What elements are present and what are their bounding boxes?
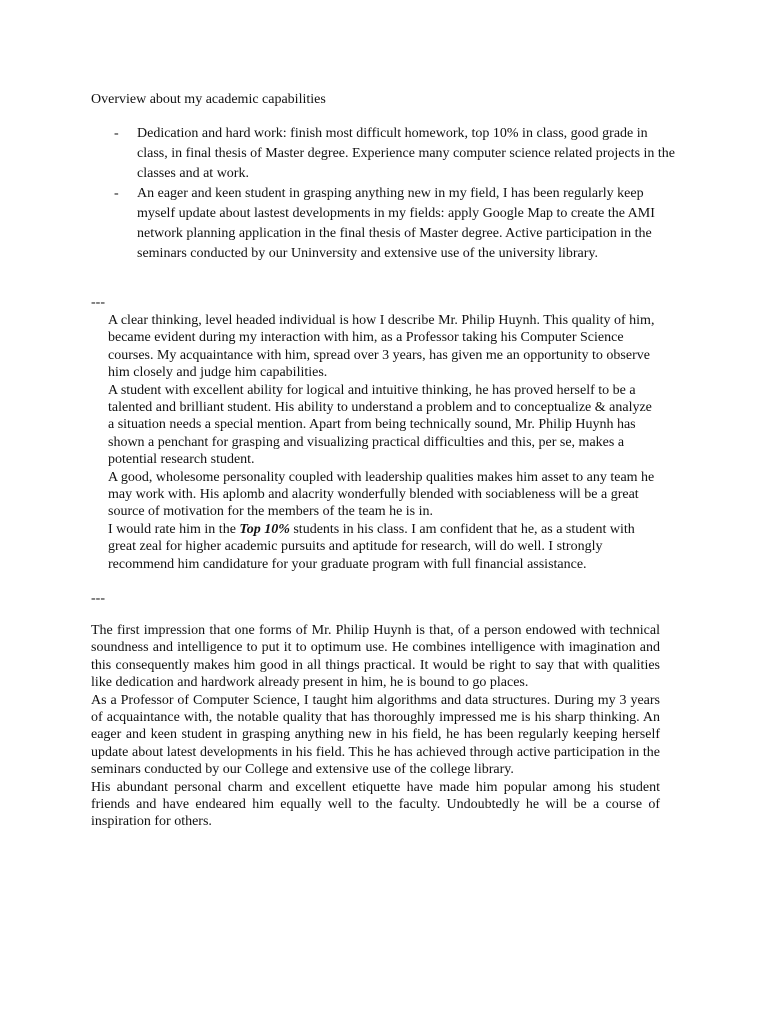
recommendation-text xyxy=(91,622,660,831)
rating-emphasis: Top 10% xyxy=(239,521,290,537)
letter-paragraph-1: A clear thinking, level headed individual is how I describe Mr. Philip Huynh. This quality of him, became evident during my interaction with him, as a Professor taking his Computer Science courses. My acquaintance with him, spread over 3 years, has given me an opportunity to observe him closely and judge him capabilities. xyxy=(108,313,655,381)
list-item xyxy=(91,184,681,263)
capabilities-list xyxy=(91,124,681,265)
rating-intro: I would rate him in the xyxy=(108,521,240,537)
list-item xyxy=(91,124,681,183)
bullet-text: An eager and keen student in grasping anything new in my field, I has been regularly keep myself update about lastest developments in my fields: apply Google Map to create the AMI network planning application in the final thesis of Master degree. Active participation in the seminars conducted by our Uninversity and extensive use of the university library. xyxy=(137,186,655,261)
rating-conclusion: students in his class. I am confident that he, as a student with great zeal for higher academic pursuits and aptitude for research, will do well. I strongly recommend him candidature for your graduate program with full financial assistance. xyxy=(108,521,635,572)
letter-paragraph-3: A good, wholesome personality coupled with leadership qualities makes him asset to any team he may work with. His aplomb and alacrity wonderfully blended with sociableness will be a great source of motivation for the members of the team he is in. xyxy=(108,469,655,520)
reference-letter xyxy=(108,312,656,573)
bullet-marker: - xyxy=(114,126,119,141)
separator-bottom: --- xyxy=(91,591,105,606)
separator-top: --- xyxy=(91,295,105,310)
recommendation-paragraph-2: As a Professor of Computer Science, I taught him algorithms and data structures. During my 3 years of acquaintance with, the notable quality that has thoroughly impressed me is his sharp thinking. An eager and keen student in grasping anything new in his field, he has been regularly keeping herself update about latest developments in his field. This he has achieved through active participation in the seminars conducted by our College and extensive use of the college library. xyxy=(91,692,660,778)
bullet-marker: - xyxy=(114,186,119,202)
bullet-text: Dedication and hard work: finish most difficult homework, top 10% in class, good grade in class, in final thesis of Master degree. Experience many computer science related projects in the classes and at work. xyxy=(137,126,676,181)
overview-title: Overview about my academic capabilities xyxy=(91,92,326,107)
letter-paragraph-4 xyxy=(108,521,656,573)
recommendation-paragraph-3: His abundant personal charm and excellent etiquette have made him popular among his student friends and have endeared him equally well to the faculty. Undoubtedly he will be a course of inspiration for others. xyxy=(91,779,660,830)
recommendation-paragraph-1: The first impression that one forms of Mr. Philip Huynh is that, of a person endowed with technical soundness and intelligence to put it to optimum use. He combines intelligence with imagination and this consequently makes him good in all things practical. It would be right to say that with qualities like dedication and hardwork already present in him, he is bound to go places. xyxy=(91,623,660,691)
letter-paragraph-2: A student with excellent ability for logical and intuitive thinking, he has proved herself to be a talented and brilliant student. His ability to understand a problem and to conceptualize & analyze a situation needs a special mention. Apart from being technically sound, Mr. Philip Huynh has shown a penchant for grasping and visualizing practical difficulties and this, per se, makes a potential research student. xyxy=(108,382,652,468)
